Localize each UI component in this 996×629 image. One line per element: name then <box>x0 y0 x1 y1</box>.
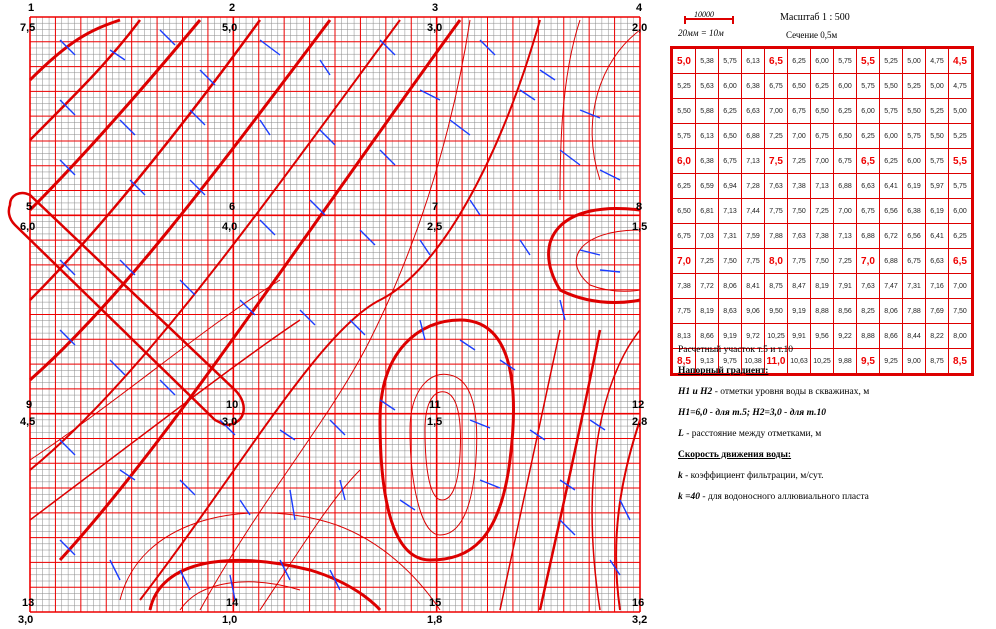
grid-cell: 7,63 <box>788 224 811 249</box>
grid-cell: 8,47 <box>788 274 811 299</box>
grid-cell: 6,00 <box>834 74 857 99</box>
grid-cell: 9,72 <box>742 324 765 349</box>
grid-cell: 9,25 <box>880 349 903 374</box>
flow-line <box>160 30 175 45</box>
grid-cell: 5,63 <box>696 74 719 99</box>
grid-cell: 8,75 <box>765 274 788 299</box>
grid-cell: 6,25 <box>880 149 903 174</box>
grid-cell: 8,19 <box>696 299 719 324</box>
grid-cell: 6,81 <box>696 199 719 224</box>
point-elevation-12: 2,8 <box>632 416 648 428</box>
grid-cell: 7,0 <box>673 249 696 274</box>
notes-h-values: Н1=6,0 - для т.5; Н2=3,0 - для т.10 <box>678 408 826 418</box>
l-label: L <box>678 429 684 439</box>
grid-cell: 7,16 <box>926 274 949 299</box>
point-number-6: 6 <box>229 201 236 213</box>
grid-cell: 6,63 <box>857 174 880 199</box>
k-description: - коэффициент фильтрации, м/сут. <box>682 471 824 481</box>
point-number-4: 4 <box>636 2 643 14</box>
grid-cell: 7,03 <box>696 224 719 249</box>
grid-cell: 9,75 <box>719 349 742 374</box>
contour-line <box>380 320 513 560</box>
grid-cell: 5,50 <box>673 99 696 124</box>
flow-line <box>110 360 125 375</box>
grid-cell: 5,25 <box>949 124 972 149</box>
grid-cell: 8,56 <box>834 299 857 324</box>
grid-cell: 5,38 <box>696 49 719 74</box>
grid-cell: 6,50 <box>673 199 696 224</box>
flow-line <box>560 520 575 535</box>
grid-cell: 8,25 <box>857 299 880 324</box>
grid-cell: 6,88 <box>880 249 903 274</box>
grid-cell: 8,66 <box>880 324 903 349</box>
point-elevation-11: 1,5 <box>427 416 443 428</box>
grid-cell: 7,50 <box>719 249 742 274</box>
grid-cell: 5,97 <box>926 174 949 199</box>
scale-legend <box>676 8 986 44</box>
point-elevation-3: 3,0 <box>427 22 443 34</box>
flow-line <box>110 560 120 580</box>
grid-cell: 8,19 <box>811 274 834 299</box>
grid-cell: 8,75 <box>926 349 949 374</box>
grid-cell: 5,88 <box>696 99 719 124</box>
point-number-13: 13 <box>22 597 35 609</box>
elevation-grid-table <box>672 48 972 374</box>
grid-cell: 7,13 <box>742 149 765 174</box>
grid-cell: 6,00 <box>857 99 880 124</box>
grid-cell: 6,63 <box>926 249 949 274</box>
grid-cell: 7,75 <box>788 249 811 274</box>
flow-line <box>600 270 620 272</box>
notes-k-line <box>678 466 988 487</box>
grid-cell: 7,00 <box>788 124 811 149</box>
grid-cell: 6,19 <box>903 174 926 199</box>
grid-cell: 7,25 <box>811 199 834 224</box>
k-value-description: - для водоносного аллювиального пласта <box>700 492 869 502</box>
grid-cell: 8,0 <box>765 249 788 274</box>
grid-row <box>673 174 972 199</box>
point-elevation-2: 5,0 <box>222 22 238 34</box>
grid-cell: 4,75 <box>926 49 949 74</box>
grid-cell: 7,31 <box>903 274 926 299</box>
grid-cell: 8,63 <box>719 299 742 324</box>
grid-cell: 7,25 <box>765 124 788 149</box>
grid-cell: 5,25 <box>673 74 696 99</box>
grid-cell: 6,94 <box>719 174 742 199</box>
point-elevation-6: 4,0 <box>222 221 238 233</box>
grid-cell: 7,38 <box>788 174 811 199</box>
grid-cell: 5,50 <box>880 74 903 99</box>
grid-cell: 8,5 <box>949 349 972 374</box>
point-number-12: 12 <box>632 399 645 411</box>
grid-cell: 5,0 <box>673 49 696 74</box>
grid-cell: 6,75 <box>903 249 926 274</box>
grid-row <box>673 274 972 299</box>
grid-cell: 6,00 <box>880 124 903 149</box>
grid-cell: 6,5 <box>765 49 788 74</box>
grid-cell: 7,25 <box>696 249 719 274</box>
grid-cell: 6,56 <box>903 224 926 249</box>
flow-line <box>350 320 365 335</box>
grid-cell: 6,41 <box>880 174 903 199</box>
grid-cell: 6,00 <box>903 149 926 174</box>
flow-line <box>60 440 75 455</box>
point-number-14: 14 <box>226 597 239 609</box>
point-number-9: 9 <box>26 399 33 411</box>
grid-cell: 8,88 <box>857 324 880 349</box>
grid-cell: 6,13 <box>696 124 719 149</box>
grid-cell: 10,63 <box>788 349 811 374</box>
grid-cell: 9,50 <box>765 299 788 324</box>
grid-cell: 6,75 <box>857 199 880 224</box>
notes-heading-gradient: Напорный градиент: <box>678 366 769 376</box>
grid-cell: 6,75 <box>719 149 742 174</box>
l-description: - расстояние между отметками, м <box>683 429 822 439</box>
grid-cell: 6,50 <box>834 124 857 149</box>
grid-cell: 6,63 <box>742 99 765 124</box>
grid-cell: 8,5 <box>673 349 696 374</box>
grid-cell: 5,75 <box>673 124 696 149</box>
grid-row <box>673 249 972 274</box>
grid-cell: 10,25 <box>765 324 788 349</box>
grid-row <box>673 199 972 224</box>
grid-cell: 5,00 <box>949 99 972 124</box>
grid-cell: 6,41 <box>926 224 949 249</box>
flow-line <box>620 500 630 520</box>
k-label: k <box>678 471 683 481</box>
grid-cell: 5,75 <box>719 49 742 74</box>
grid-cell: 8,06 <box>719 274 742 299</box>
grid-cell: 5,75 <box>834 49 857 74</box>
grid-cell: 7,75 <box>742 249 765 274</box>
grid-cell: 6,88 <box>742 124 765 149</box>
grid-cell: 5,50 <box>903 99 926 124</box>
grid-cell: 9,06 <box>742 299 765 324</box>
point-elevation-16: 3,2 <box>632 614 648 626</box>
contour-line <box>30 20 400 470</box>
flow-line <box>310 200 325 215</box>
point-number-3: 3 <box>432 2 439 14</box>
grid-cell: 6,88 <box>834 174 857 199</box>
grid-cell: 5,5 <box>949 149 972 174</box>
grid-cell: 7,47 <box>880 274 903 299</box>
contour-line <box>592 30 640 180</box>
grid-cell: 8,06 <box>880 299 903 324</box>
point-number-11: 11 <box>429 399 441 411</box>
grid-cell: 7,0 <box>857 249 880 274</box>
grid-cell: 7,28 <box>742 174 765 199</box>
grid-cell: 6,00 <box>949 199 972 224</box>
grid-cell: 5,00 <box>926 74 949 99</box>
contour-line <box>30 280 280 460</box>
grid-cell: 9,88 <box>834 349 857 374</box>
grid-cell: 7,50 <box>811 249 834 274</box>
flow-line <box>160 380 175 395</box>
grid-cell: 6,25 <box>719 99 742 124</box>
grid-cell: 6,50 <box>788 74 811 99</box>
grid-cell: 6,38 <box>742 74 765 99</box>
grid-cell: 10,25 <box>811 349 834 374</box>
notes-h-line <box>678 382 988 403</box>
point-number-5: 5 <box>26 201 33 213</box>
grid-cell: 5,50 <box>926 124 949 149</box>
grid-cell: 11,0 <box>765 349 788 374</box>
point-elevation-9: 4,5 <box>20 416 36 428</box>
grid-cell: 8,13 <box>673 324 696 349</box>
grid-cell: 7,50 <box>949 299 972 324</box>
grid-cell: 6,75 <box>765 74 788 99</box>
grid-cell: 7,75 <box>765 199 788 224</box>
grid-cell: 8,41 <box>742 274 765 299</box>
grid-cell: 5,5 <box>857 49 880 74</box>
point-number-16: 16 <box>632 597 645 609</box>
flow-line <box>190 110 205 125</box>
contour-line <box>549 208 640 302</box>
h-description: - отметки уровня воды в скважинах, м <box>712 387 870 397</box>
grid-cell: 7,00 <box>811 149 834 174</box>
flow-line <box>330 420 345 435</box>
point-elevation-5: 6,0 <box>20 221 36 233</box>
contour-line <box>30 20 330 380</box>
grid-cell: 8,00 <box>949 324 972 349</box>
grid-cell: 6,25 <box>949 224 972 249</box>
scale-bar-value: 10000 <box>694 10 714 19</box>
flow-line <box>480 480 500 488</box>
grid-cell: 7,44 <box>742 199 765 224</box>
point-elevation-8: 1,5 <box>632 221 648 233</box>
grid-cell: 7,75 <box>673 299 696 324</box>
grid-cell: 9,56 <box>811 324 834 349</box>
grid-cell: 7,50 <box>788 199 811 224</box>
grid-cell: 6,5 <box>857 149 880 174</box>
grid-cell: 10,38 <box>742 349 765 374</box>
grid-cell: 5,75 <box>880 99 903 124</box>
calculation-notes <box>678 340 988 508</box>
grid-cell: 7,38 <box>811 224 834 249</box>
grid-cell: 9,13 <box>696 349 719 374</box>
grid-row <box>673 124 972 149</box>
grid-cell: 9,91 <box>788 324 811 349</box>
grid-cell: 6,50 <box>811 99 834 124</box>
grid-cell: 7,72 <box>696 274 719 299</box>
scale-bar <box>684 18 734 26</box>
point-elevation-10: 3,0 <box>222 416 238 428</box>
point-number-2: 2 <box>229 2 236 14</box>
point-number-7: 7 <box>432 201 439 213</box>
grid-cell: 6,25 <box>834 99 857 124</box>
scale-title: Масштаб 1 : 500 <box>780 12 850 23</box>
grid-cell: 7,00 <box>834 199 857 224</box>
grid-cell: 7,69 <box>926 299 949 324</box>
grid-cell: 6,88 <box>857 224 880 249</box>
grid-cell: 6,56 <box>880 199 903 224</box>
grid-cell: 6,00 <box>811 49 834 74</box>
point-elevation-15: 1,8 <box>427 614 443 626</box>
grid-cell: 7,91 <box>834 274 857 299</box>
grid-cell: 6,50 <box>719 124 742 149</box>
grid-cell: 6,38 <box>903 199 926 224</box>
main-grid <box>30 17 643 612</box>
notes-section-title: Расчетный участок т.5 и т.10 <box>678 345 794 355</box>
point-elevation-13: 3,0 <box>18 614 34 626</box>
grid-cell: 6,13 <box>742 49 765 74</box>
grid-cell: 7,13 <box>811 174 834 199</box>
grid-cell: 7,25 <box>834 249 857 274</box>
grid-cell: 9,19 <box>788 299 811 324</box>
flow-line <box>300 310 315 325</box>
point-elevation-1: 7,5 <box>20 22 36 34</box>
grid-cell: 7,63 <box>857 274 880 299</box>
grid-cell: 8,22 <box>926 324 949 349</box>
grid-cell: 6,25 <box>788 49 811 74</box>
point-number-8: 8 <box>636 201 643 213</box>
grid-cell: 6,00 <box>719 74 742 99</box>
grid-cell: 5,00 <box>903 49 926 74</box>
grid-cell: 9,5 <box>857 349 880 374</box>
grid-cell: 6,5 <box>949 249 972 274</box>
k-value: k =40 <box>678 492 701 502</box>
h-label: Н1 и Н2 <box>678 387 713 397</box>
flow-line <box>120 260 135 275</box>
notes-l-line <box>678 424 988 445</box>
notes-k-value-line <box>678 487 988 508</box>
grid-cell: 5,75 <box>857 74 880 99</box>
grid-cell: 5,75 <box>949 174 972 199</box>
flow-line <box>360 230 375 245</box>
grid-cell: 6,19 <box>926 199 949 224</box>
grid-cell: 8,44 <box>903 324 926 349</box>
contour-line <box>30 20 140 140</box>
grid-cell: 6,75 <box>811 124 834 149</box>
grid-cell: 9,19 <box>719 324 742 349</box>
grid-cell: 4,75 <box>949 74 972 99</box>
grid-row <box>673 49 972 74</box>
flow-line <box>340 480 345 500</box>
grid-cell: 6,25 <box>857 124 880 149</box>
grid-cell: 6,25 <box>673 174 696 199</box>
grid-cell: 6,75 <box>673 224 696 249</box>
grid-cell: 6,0 <box>673 149 696 174</box>
grid-cell: 7,13 <box>834 224 857 249</box>
point-elevation-14: 1,0 <box>222 614 238 626</box>
grid-cell: 6,75 <box>788 99 811 124</box>
point-elevation-7: 2,5 <box>427 221 443 233</box>
grid-cell: 7,00 <box>949 274 972 299</box>
grid-row <box>673 299 972 324</box>
grid-cell: 6,72 <box>880 224 903 249</box>
grid-cell: 7,88 <box>765 224 788 249</box>
grid-cell: 8,88 <box>811 299 834 324</box>
contour-line <box>410 374 477 535</box>
grid-cell: 7,5 <box>765 149 788 174</box>
grid-cell: 5,25 <box>903 74 926 99</box>
grid-cell: 4,5 <box>949 49 972 74</box>
grid-cell: 7,25 <box>788 149 811 174</box>
flow-line <box>540 70 555 80</box>
point-number-15: 15 <box>429 597 442 609</box>
grid-cell: 7,31 <box>719 224 742 249</box>
grid-cell: 9,00 <box>903 349 926 374</box>
grid-cell: 5,25 <box>926 99 949 124</box>
grid-row <box>673 99 972 124</box>
grid-row <box>673 149 972 174</box>
grid-cell: 7,00 <box>765 99 788 124</box>
grid-row <box>673 74 972 99</box>
flow-line <box>590 420 605 430</box>
grid-cell: 5,25 <box>880 49 903 74</box>
grid-cell: 6,25 <box>811 74 834 99</box>
grid-cell: 8,66 <box>696 324 719 349</box>
grid-cell: 6,59 <box>696 174 719 199</box>
grid-cell: 7,13 <box>719 199 742 224</box>
grid-cell: 6,38 <box>696 149 719 174</box>
grid-cell: 7,59 <box>742 224 765 249</box>
grid-cell: 7,88 <box>903 299 926 324</box>
flow-line <box>400 500 415 510</box>
point-number-10: 10 <box>226 399 239 411</box>
grid-cell: 5,75 <box>926 149 949 174</box>
contour-section: Сечение 0,5м <box>786 30 838 40</box>
grid-cell: 5,75 <box>903 124 926 149</box>
flow-line <box>600 170 620 180</box>
grid-cell: 7,38 <box>673 274 696 299</box>
point-elevation-4: 2,0 <box>632 22 648 34</box>
grid-cell: 7,63 <box>765 174 788 199</box>
grid-cell: 6,75 <box>834 149 857 174</box>
scale-bar-text: 20мм = 10м <box>678 28 724 38</box>
grid-row <box>673 224 972 249</box>
point-number-1: 1 <box>28 2 35 14</box>
grid-cell: 9,22 <box>834 324 857 349</box>
flow-line <box>380 150 395 165</box>
notes-heading-velocity: Скорость движения воды: <box>678 450 792 460</box>
